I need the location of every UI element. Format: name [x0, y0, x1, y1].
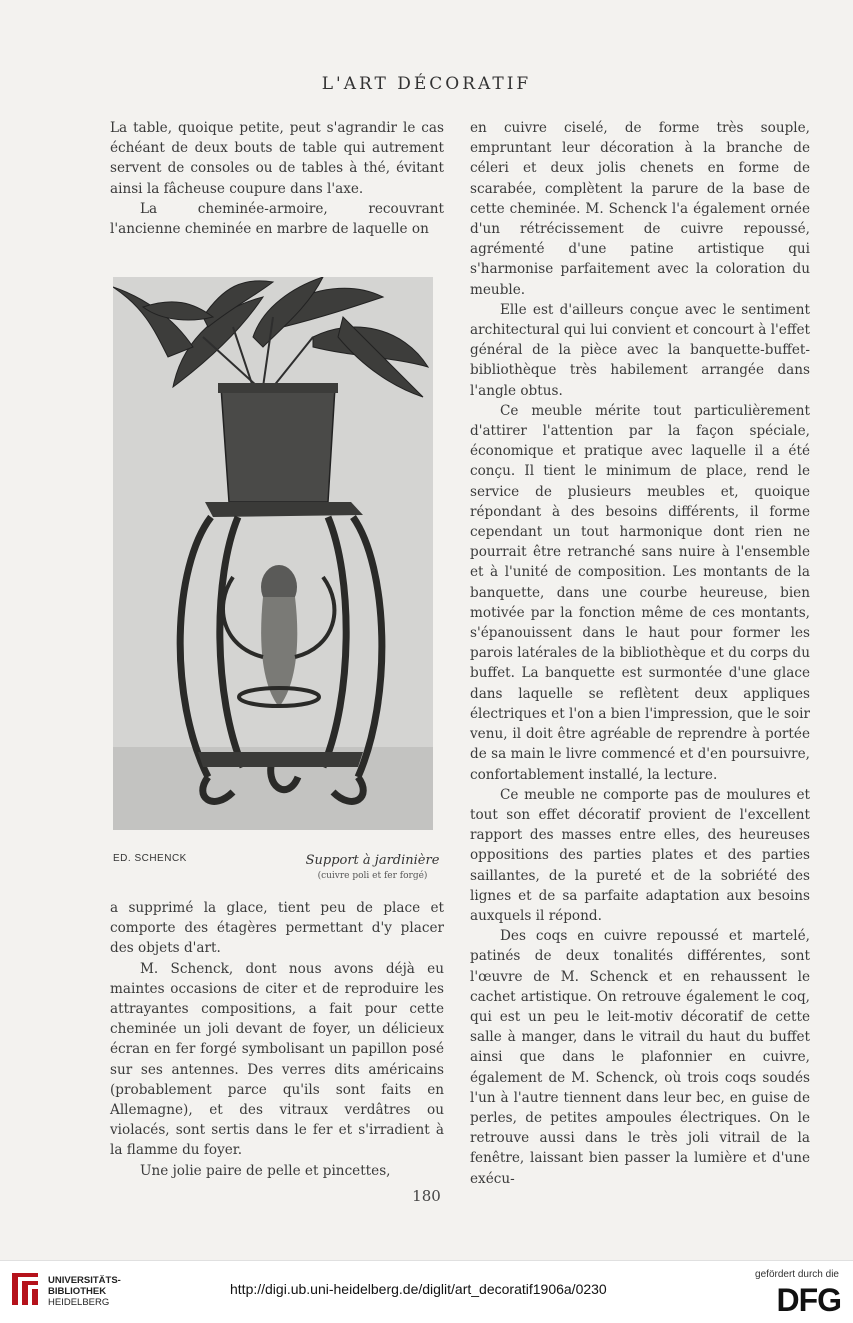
- paragraph: Ce meuble mérite tout particulièrement d'attirer l'attention par la façon spéciale, économique et pratique avec laquelle il a été conçu. Il tient le minimum de place, rend le service de plusieurs meubles et, quoique répondant à des besoins différents, il forme cependant un tout harmonique dont rien ne pourrait être retranché sans nuire à l'ensemble et à l'unité de composition. Les montants de la banquette, dans une courbe heureuse, bien motivée par la fonction même de ces montants, s'épanouissent dans le haut pour former les parois latérales de la bibliothèque et du corps du buffet. La banquette est surmontée d'une glace dans laquelle se reflètent deux appliques électriques et l'on a bien l'impression, que le soir venu, il doit être agréable de reprendre à portée de sa main le livre commencé et d'en poursuivre, confortablement installé, la lecture.: [470, 402, 810, 783]
- page-number: 180: [412, 1187, 441, 1205]
- paragraph: a supprimé la glace, tient peu de place et comporte des étagères permettant d'y placer des objets d'art.: [110, 900, 444, 957]
- university-library-logo-icon: [8, 1269, 42, 1309]
- dfg-logo: DFG: [776, 1282, 841, 1318]
- permalink-url[interactable]: http://digi.ub.uni-heidelberg.de/diglit/art_decoratif1906a/0230: [230, 1281, 607, 1297]
- university-library-name: [48, 1275, 121, 1308]
- paragraph: La cheminée-armoire, recouvrant l'ancienne cheminée en marbre de laquelle on: [110, 200, 444, 238]
- funder-label: gefördert durch die: [755, 1269, 839, 1280]
- photograph-plant-stand: [113, 277, 433, 830]
- figure-subtitle: (cuivre poli et fer forgé): [317, 871, 428, 881]
- footer-bar: [0, 1260, 853, 1323]
- figure-credit: ED. SCHENCK: [113, 853, 187, 864]
- running-head: L'ART DÉCORATIF: [321, 74, 532, 94]
- left-column-top: [110, 118, 444, 239]
- paragraph: Des coqs en cuivre repoussé et martelé, patinés de deux tonalités différentes, sont l'œuvre de M. Schenck et en rehaussent le cachet artistique. On retrouve également le coq, qui est un peu le leit-motiv décoratif de cette salle à manger, dans le vitrail du haut du buffet ainsi que dans le plafonnier en cuivre, également de M. Schenck, où trois coqs soudés l'un à l'autre tiennent dans leur bec, en guise de perles, de petites ampoules électriques. On le retrouve aussi dans le très joli vitrail de la fenêtre, laissant bien passer la lumière et d'une exécu-: [470, 928, 810, 1187]
- paragraph: en cuivre ciselé, de forme très souple, empruntant leur décoration à la branche de céleri et deux jolis chenets en forme de scarabée, complètent la parure de la base de cette cheminée. M. Schenck l'a également ornée d'un rétrécissement de cuivre repoussé, agrémenté d'une patine artistique qui s'harmonise parfaitement avec la coloration du meuble.: [470, 120, 810, 298]
- right-column: [470, 118, 810, 1189]
- paragraph: M. Schenck, dont nous avons déjà eu maintes occasions de citer et de reproduire les attrayantes compositions, a fait pour cette cheminée un joli devant de foyer, un délicieux écran en fer forgé symbolisant un papillon posé sur ses antennes. Des verres dits américains (probablement parce qu'ils sont faits en Allemagne), et des vitraux verdâtres ou violacés, sont sertis dans le fer et s'irradient à la flamme du foyer.: [110, 960, 444, 1159]
- paragraph: Ce meuble ne comporte pas de moulures et tout son effet décoratif provient de l'excellent rapport des masses entre elles, des heureuses oppositions des parties plates et des parties saillantes, de la pureté et de la sobriété des lignes et de sa parfaite adaptation aux besoins auxquels il répond.: [470, 786, 810, 924]
- paragraph: La table, quoique petite, peut s'agrandir le cas échéant de deux bouts de table qui autrement servent de consoles ou de tables à thé, évitant ainsi la fâcheuse coupure dans l'axe.: [110, 120, 444, 197]
- figure-title: Support à jardinière: [305, 853, 440, 868]
- library-line: BIBLIOTHEK: [48, 1286, 107, 1297]
- paragraph: Elle est d'ailleurs conçue avec le sentiment architectural qui lui convient et concourt à l'effet général de la pièce avec la banquette-buffet-bibliothèque très habilement arrangée dans l'angle obtus.: [470, 301, 810, 399]
- library-line: UNIVERSITÄTS-: [48, 1275, 121, 1286]
- library-line: HEIDELBERG: [48, 1297, 110, 1308]
- paragraph: Une jolie paire de pelle et pincettes,: [140, 1162, 391, 1179]
- left-column-bottom: [110, 898, 444, 1181]
